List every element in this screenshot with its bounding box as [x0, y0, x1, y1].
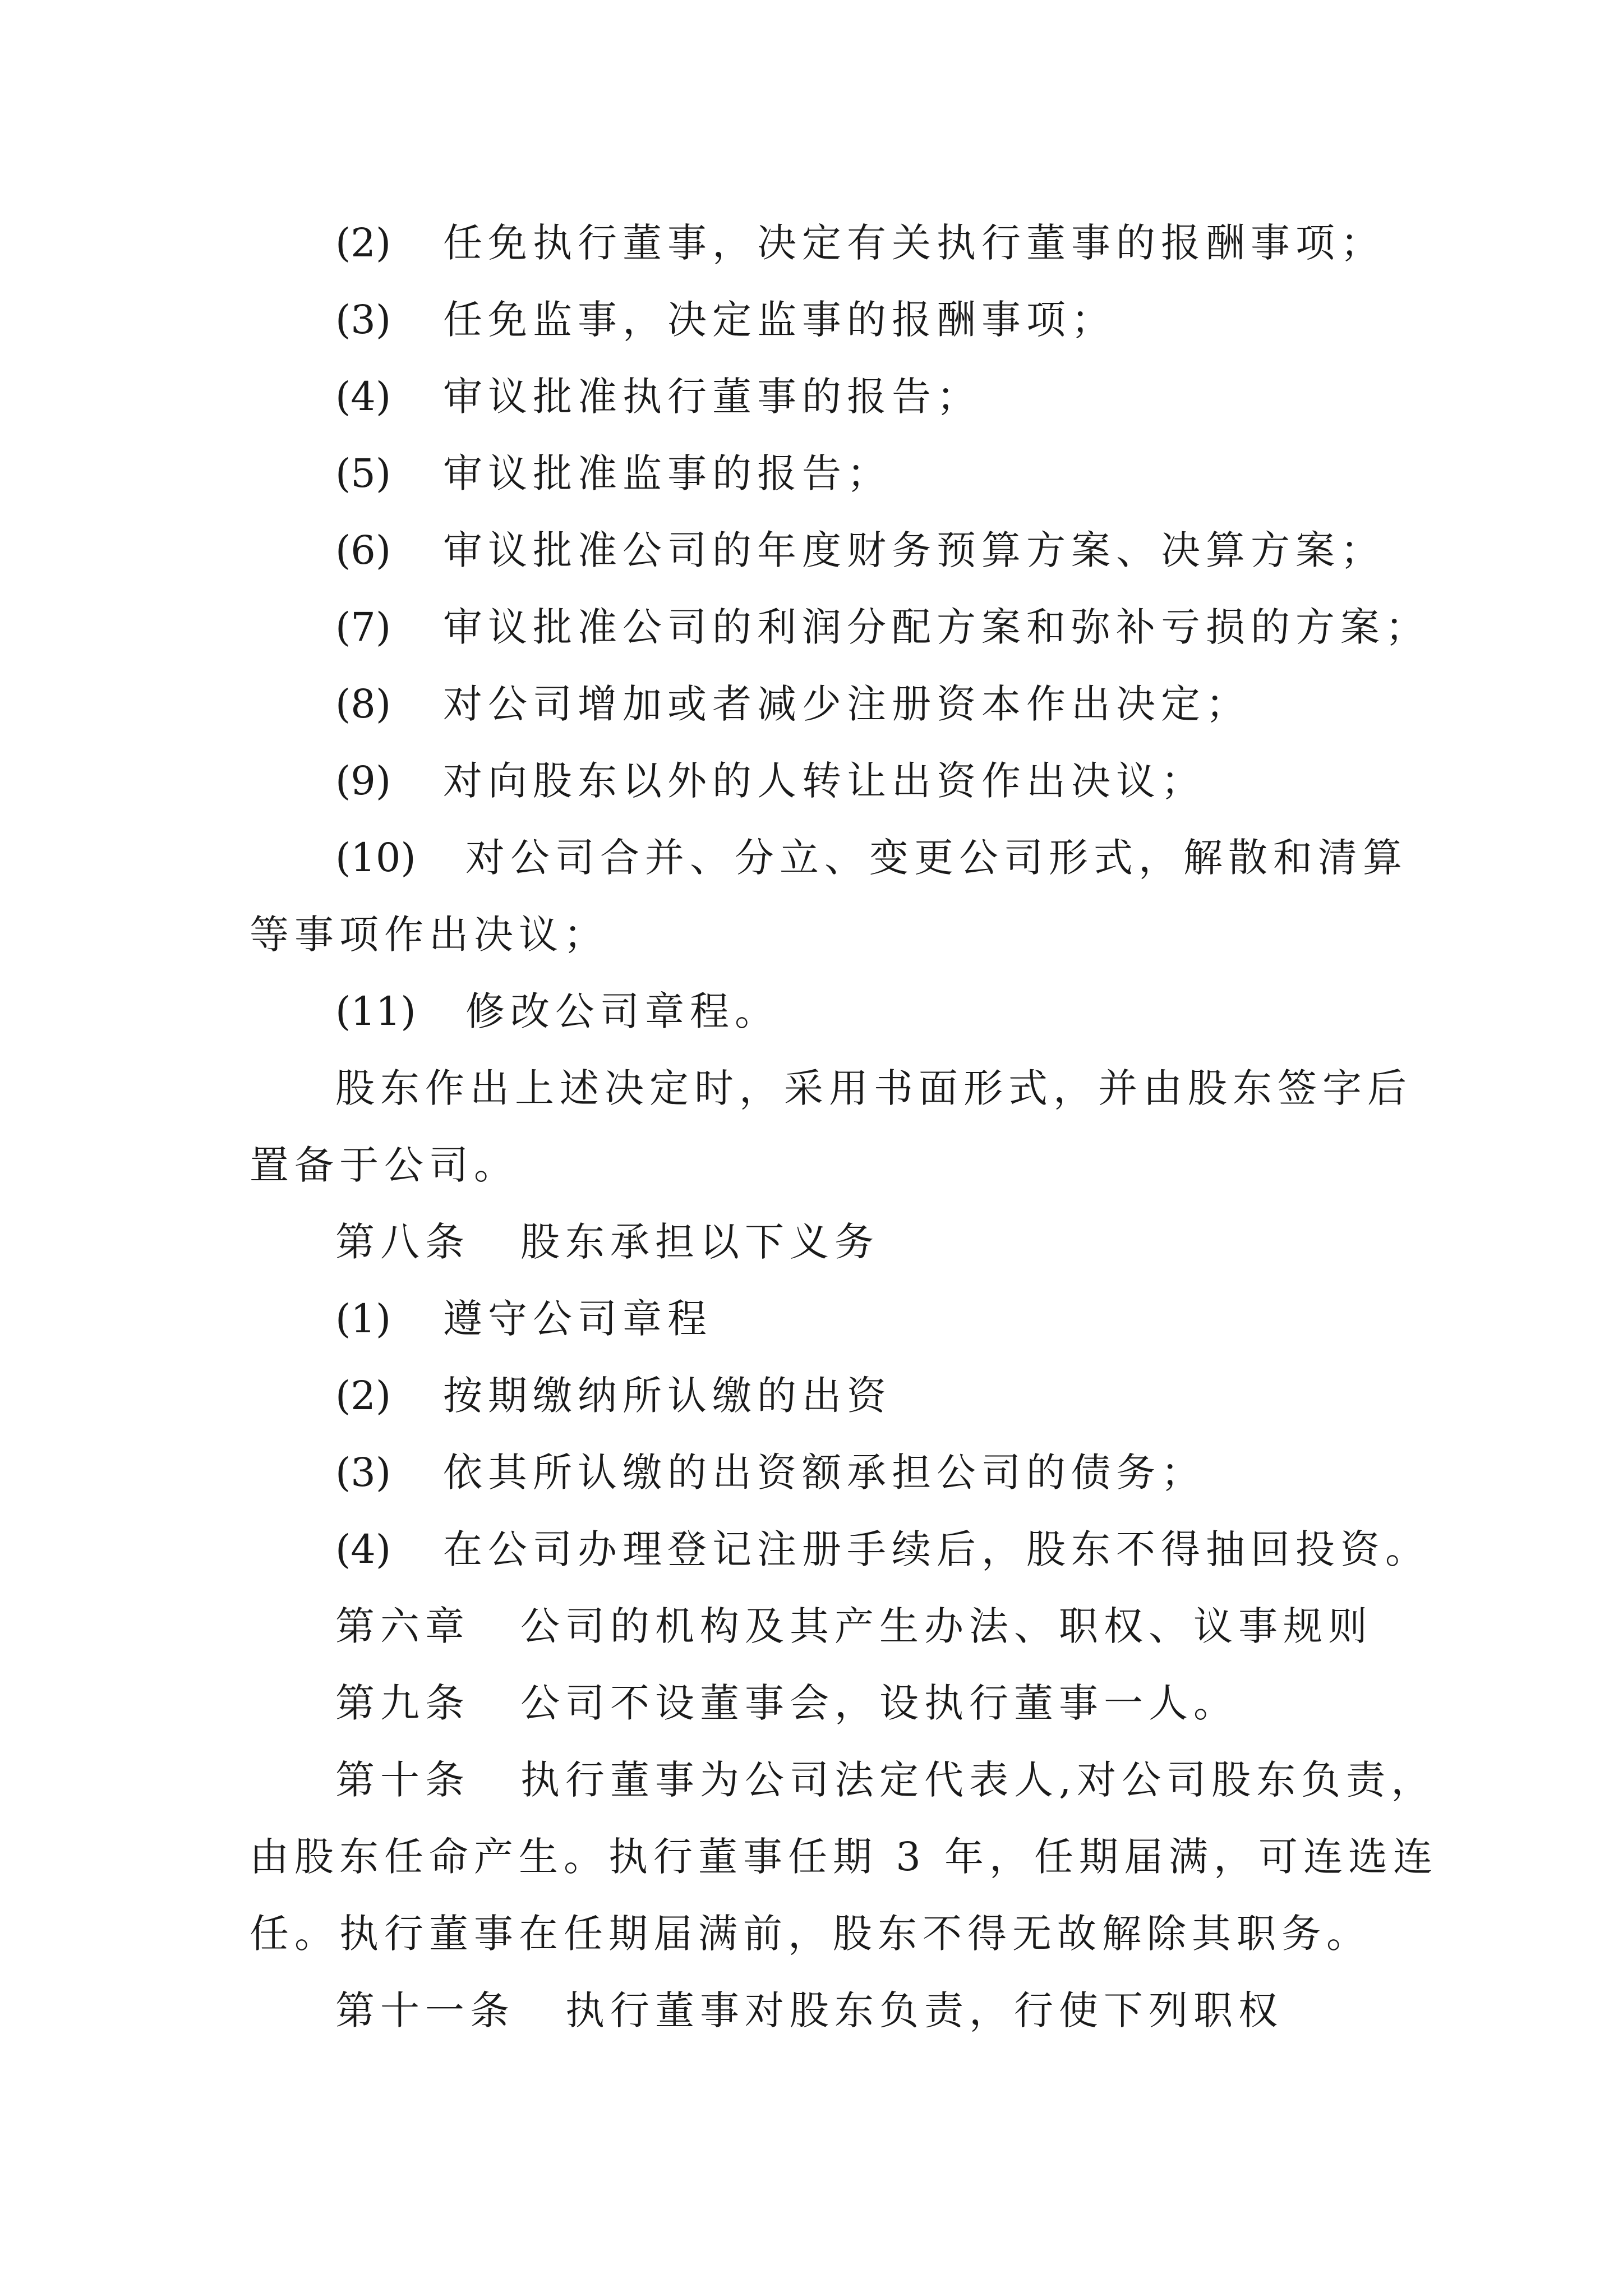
paragraph-line: 股东作出上述决定时，采用书面形式，并由股东签字后	[335, 1065, 1412, 1111]
item-number: (2)	[335, 1373, 391, 1419]
item-number: (3)	[335, 297, 391, 343]
item-text: 修改公司章程。	[465, 988, 780, 1034]
list-item	[335, 292, 1116, 348]
list-item	[335, 983, 780, 1039]
item-text: 遵守公司章程	[443, 1296, 712, 1342]
item-number: (4)	[335, 1526, 391, 1572]
article-heading	[335, 1752, 1436, 1808]
list-item	[335, 1444, 1206, 1501]
item-number: (4)	[335, 374, 391, 420]
item-text: 依其所认缴的出资额承担公司的债务；	[443, 1450, 1206, 1496]
item-text-continuation: 等事项作出决议；	[250, 912, 608, 958]
list-item	[335, 1291, 712, 1347]
article-text: 公司不设董事会，设执行董事一人。	[520, 1680, 1238, 1726]
list-item	[335, 369, 981, 425]
article-text: 执行董事为公司法定代表人,对公司股东负责，	[520, 1757, 1436, 1803]
chapter-label: 第六章	[335, 1603, 470, 1649]
list-item	[335, 445, 892, 501]
item-number: (2)	[335, 220, 391, 266]
article-text: 股东承担以下义务	[520, 1219, 879, 1265]
chapter-heading	[335, 1598, 1373, 1654]
item-number: (5)	[335, 450, 391, 496]
list-item	[335, 522, 1385, 578]
item-text: 审议批准公司的年度财务预算方案、决算方案；	[443, 527, 1385, 573]
item-text: 审议批准监事的报告；	[443, 450, 892, 496]
item-number: (8)	[335, 681, 391, 727]
item-number: (11)	[335, 988, 416, 1034]
article-heading	[335, 1982, 1283, 2039]
paragraph-line: 由股东任命产生。执行董事任期 3 年，任期届满，可连选连	[250, 1834, 1438, 1880]
chapter-title: 公司的机构及其产生办法、职权、议事规则	[520, 1603, 1373, 1649]
list-item	[335, 1368, 892, 1424]
list-item	[335, 753, 1206, 809]
article-text: 执行董事对股东负责，行使下列职权	[565, 1987, 1283, 2033]
article-label: 第十条	[335, 1757, 470, 1803]
item-text: 审议批准执行董事的报告；	[443, 374, 981, 420]
item-text: 审议批准公司的利润分配方案和弥补亏损的方案；	[443, 604, 1430, 650]
list-item	[335, 1521, 1430, 1577]
item-number: (9)	[335, 758, 391, 804]
item-text: 对向股东以外的人转让出资作出决议；	[443, 758, 1206, 804]
item-text: 对公司合并、分立、变更公司形式，解散和清算	[465, 835, 1408, 881]
article-heading	[335, 1214, 879, 1270]
item-text: 按期缴纳所认缴的出资	[443, 1373, 892, 1419]
item-number: (7)	[335, 604, 391, 650]
list-item	[335, 215, 1385, 271]
item-text: 对公司增加或者减少注册资本作出决定；	[443, 681, 1251, 727]
paragraph-line: 任。执行董事在任期届满前，股东不得无故解除其职务。	[250, 1911, 1371, 1957]
article-label: 第九条	[335, 1680, 470, 1726]
item-text: 任免监事，决定监事的报酬事项；	[443, 297, 1116, 343]
article-label: 第十一条	[335, 1987, 515, 2033]
article-heading	[335, 1675, 1238, 1731]
list-item	[335, 830, 1408, 886]
item-number: (3)	[335, 1450, 391, 1496]
article-label: 第八条	[335, 1219, 470, 1265]
list-item	[335, 599, 1430, 655]
item-number: (1)	[335, 1296, 391, 1342]
item-text: 任免执行董事，决定有关执行董事的报酬事项；	[443, 220, 1385, 266]
list-item	[335, 676, 1251, 732]
paragraph-line: 置备于公司。	[250, 1142, 519, 1188]
item-number: (10)	[335, 835, 416, 881]
item-number: (6)	[335, 527, 391, 573]
item-text: 在公司办理登记注册手续后，股东不得抽回投资。	[443, 1526, 1430, 1572]
